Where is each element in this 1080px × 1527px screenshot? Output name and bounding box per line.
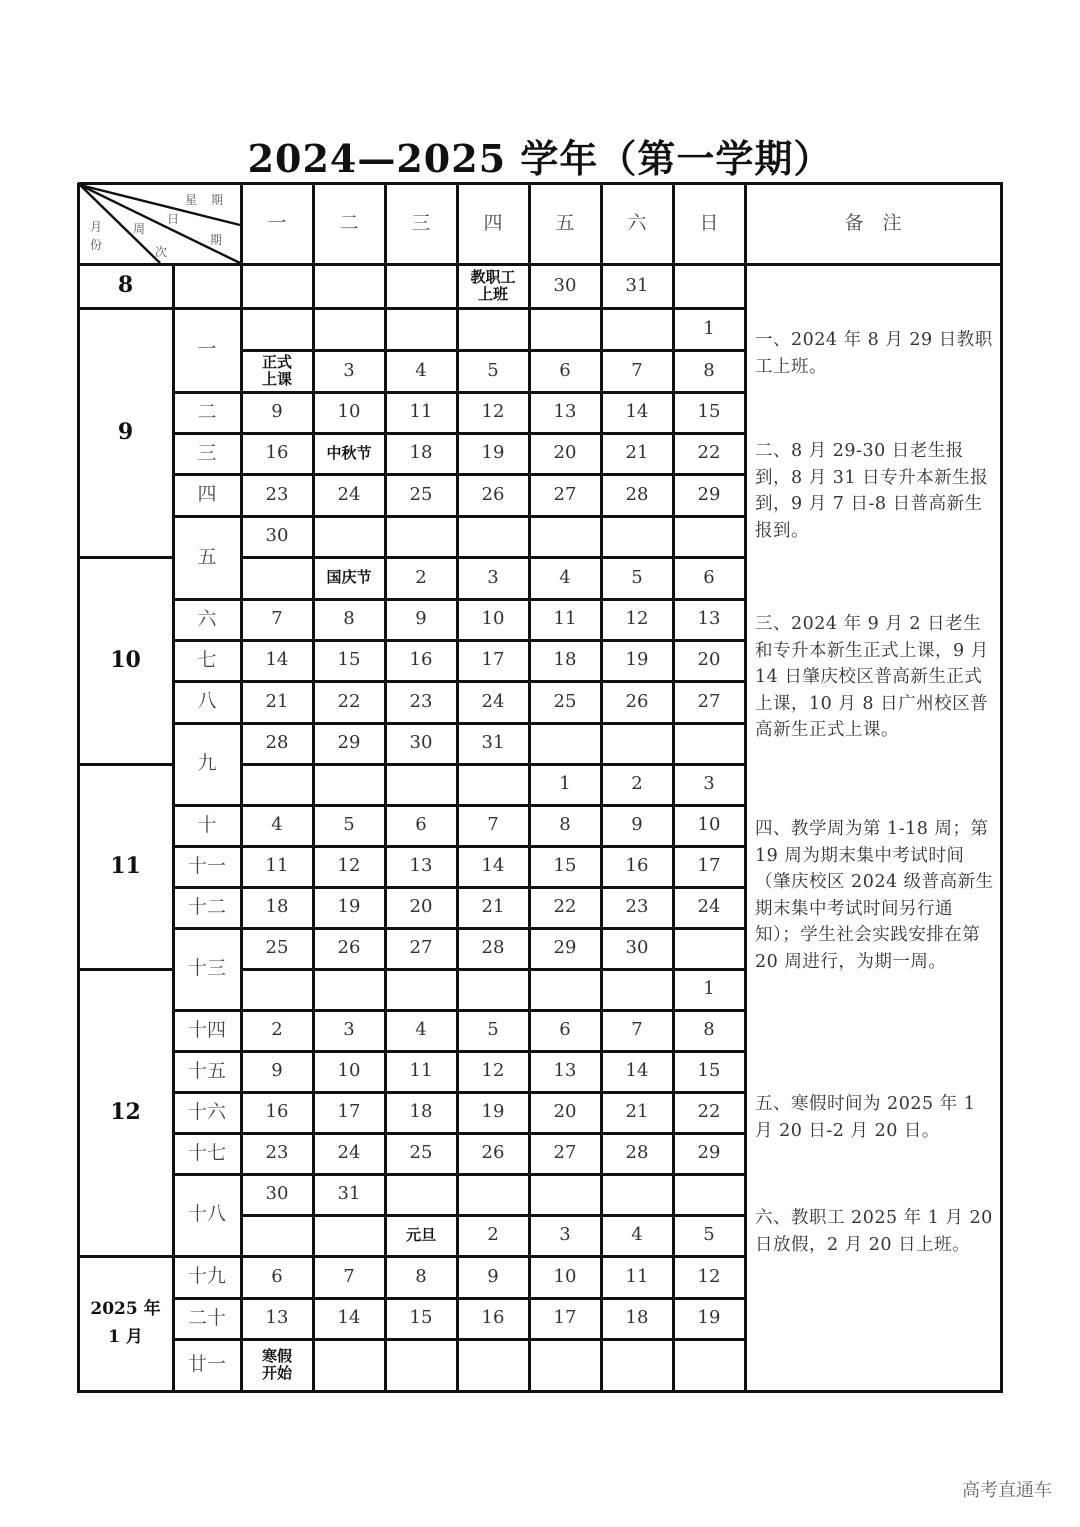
week-number-cell: 二 [197,400,217,423]
day-cell: 9 [271,1060,283,1082]
day-cell-event [241,350,313,392]
day-cell [457,764,529,805]
day-cell: 7 [631,359,643,381]
week-number-cell: 十七 [187,1141,226,1164]
day-cell: 20 [409,896,433,918]
weekday-header: 三 [411,211,431,234]
day-cell: 26 [481,1142,505,1164]
day-cell: 5 [703,1224,715,1246]
month-cell-dec: 12 [110,1098,141,1125]
academic-calendar-table [78,183,1002,1392]
notes-header: 备 注 [844,211,902,234]
day-cell: 15 [697,401,721,423]
day-cell: 8 [559,814,571,836]
day-cell: 11 [625,1265,649,1287]
day-cell: 7 [271,608,283,630]
day-cell: 29 [337,732,361,754]
corner-label-ri: 日 [167,212,180,226]
corner-label-yue: 月 [90,220,103,234]
day-cell: 6 [271,1265,283,1287]
day-cell: 11 [553,608,577,630]
month-label-line2: 1 月 [108,1326,143,1347]
day-cell [313,264,385,308]
day-cell: 28 [625,483,649,505]
day-cell: 3 [343,1019,355,1041]
week-number-cell: 六 [197,607,217,630]
day-cell: 23 [265,483,289,505]
day-cell: 12 [481,1060,505,1082]
day-cell: 29 [697,483,721,505]
day-cell [385,1339,457,1391]
day-cell: 15 [697,1060,721,1082]
day-cell: 26 [481,483,505,505]
day-cell: 13 [553,401,577,423]
day-cell: 28 [265,732,289,754]
day-cell: 17 [697,855,721,877]
day-cell [241,308,313,350]
week-number-cell: 十三 [187,957,226,980]
day-cell: 3 [559,1224,571,1246]
week-number-cell: 十六 [187,1100,226,1123]
day-cell [601,1339,673,1391]
day-cell-holiday: 中秋节 [326,443,372,462]
day-cell: 7 [631,1019,643,1041]
event-label-line2: 开始 [261,1364,292,1382]
day-cell [241,969,313,1010]
day-cell: 19 [337,896,361,918]
event-label-line2: 上课 [261,370,292,388]
day-cell [601,723,673,764]
day-cell [673,1339,745,1391]
day-cell: 6 [559,359,571,381]
day-cell: 15 [409,1307,433,1329]
day-cell: 2 [415,566,427,588]
day-cell [241,264,313,308]
corner-label-qi: 期 [211,193,224,207]
day-cell: 25 [265,937,289,959]
day-cell: 9 [487,1265,499,1287]
day-cell [601,969,673,1010]
day-cell: 2 [631,773,643,795]
day-cell [457,969,529,1010]
day-cell [241,1215,313,1256]
day-cell: 10 [337,1060,361,1082]
day-cell: 11 [409,401,433,423]
day-cell: 17 [337,1101,361,1123]
week-number-cell: 二十 [187,1306,226,1329]
day-cell: 21 [481,896,505,918]
day-cell: 22 [697,1101,721,1123]
day-cell: 19 [481,1101,505,1123]
week-number-cell: 廿一 [187,1353,226,1376]
day-cell: 14 [481,855,505,877]
day-cell [673,1174,745,1215]
month-cell-sep: 9 [117,418,134,445]
day-cell: 29 [697,1142,721,1164]
day-cell: 14 [625,401,649,423]
day-cell [529,1174,601,1215]
day-cell: 5 [487,359,499,381]
day-cell [385,516,457,557]
day-cell: 1 [559,773,571,795]
day-cell [385,969,457,1010]
month-cell-aug: 8 [117,272,134,299]
day-cell: 25 [409,1142,433,1164]
note-item: 五、寒假时间为 2025 年 1 月 20 日-2 月 20 日。 [755,1094,976,1141]
day-cell: 8 [703,1019,715,1041]
day-cell: 30 [625,937,649,959]
day-cell: 25 [409,483,433,505]
day-cell: 18 [265,896,289,918]
day-cell: 28 [625,1142,649,1164]
day-cell: 17 [553,1307,577,1329]
day-cell: 31 [625,274,649,296]
day-cell: 28 [481,937,505,959]
day-cell [457,1339,529,1391]
week-number-cell: 十一 [187,854,226,877]
event-label-line2: 上班 [477,285,508,303]
day-cell: 17 [481,649,505,671]
day-cell-holiday: 元旦 [405,1225,436,1244]
day-cell: 27 [553,1142,577,1164]
day-cell: 26 [625,690,649,712]
day-cell: 11 [409,1060,433,1082]
day-cell: 16 [481,1307,505,1329]
day-cell: 5 [631,566,643,588]
weekday-header: 二 [339,211,359,234]
day-cell-holiday: 国庆节 [326,568,372,587]
day-cell: 13 [409,855,433,877]
day-cell [313,1215,385,1256]
day-cell [313,969,385,1010]
day-cell: 20 [553,442,577,464]
week-number-cell: 十 [197,813,217,836]
day-cell: 21 [625,1101,649,1123]
day-cell: 12 [481,401,505,423]
day-cell: 31 [337,1183,361,1205]
day-cell: 16 [625,855,649,877]
day-cell: 27 [409,937,433,959]
day-cell [313,1339,385,1391]
day-cell: 30 [265,1183,289,1205]
day-cell: 21 [265,690,289,712]
day-cell: 21 [625,442,649,464]
week-number-cell: 九 [197,752,217,775]
day-cell [529,308,601,350]
day-cell [529,1339,601,1391]
weekday-header: 四 [483,211,503,234]
page-title: 2024—2025 学年（第一学期） [247,136,833,181]
day-cell: 19 [481,442,505,464]
day-cell: 2 [487,1224,499,1246]
day-cell: 10 [697,814,721,836]
day-cell: 22 [337,690,361,712]
day-cell: 8 [703,359,715,381]
day-cell: 13 [553,1060,577,1082]
day-cell-event [457,264,529,308]
day-cell: 20 [553,1101,577,1123]
weekday-header: 六 [627,211,647,234]
day-cell: 24 [337,483,361,505]
day-cell: 9 [271,401,283,423]
day-cell: 30 [265,525,289,547]
day-cell: 24 [697,896,721,918]
day-cell: 9 [631,814,643,836]
day-cell: 6 [559,1019,571,1041]
week-number-cell: 十四 [187,1018,226,1041]
month-label-line1: 2025 年 [90,1299,161,1320]
day-cell: 8 [343,608,355,630]
day-cell: 14 [265,649,289,671]
day-cell: 24 [337,1142,361,1164]
day-cell [601,516,673,557]
day-cell: 23 [265,1142,289,1164]
day-cell: 6 [703,566,715,588]
day-cell: 3 [703,773,715,795]
day-cell: 10 [337,401,361,423]
corner-label-xing: 星 [185,193,198,207]
day-cell: 23 [625,896,649,918]
day-cell: 15 [553,855,577,877]
day-cell: 30 [409,732,433,754]
week-number-cell: 十九 [187,1265,226,1288]
day-cell: 14 [337,1307,361,1329]
day-cell: 4 [271,814,283,836]
note-item: 二、8 月 29-30 日老生报到，8 月 31 日专升本新生报到，9 月 7 日-8 日普高新生报到。 [755,441,989,541]
watermark: 高考直通车 [962,1480,1052,1501]
day-cell: 4 [631,1224,643,1246]
day-cell: 23 [409,690,433,712]
day-cell: 16 [265,1101,289,1123]
note-item: 六、教职工 2025 年 1 月 20 日放假，2 月 20 日上班。 [755,1208,993,1255]
note-item: 四、教学周为第 1-18 周；第 19 周为期末集中考试时间（肇庆校区 2024 级普高新生期末集中考试时间另行通知）；学生社会实践安排在第 20 周进行，为期一周。 [755,819,994,972]
day-cell: 9 [415,608,427,630]
week-number-cell: 十五 [187,1059,226,1082]
day-cell-event [241,1339,313,1391]
month-cell-jan [78,1256,173,1391]
day-cell [457,308,529,350]
day-cell: 14 [625,1060,649,1082]
day-cell: 13 [265,1307,289,1329]
day-cell: 27 [697,690,721,712]
day-cell: 7 [343,1265,355,1287]
day-cell: 27 [553,483,577,505]
week-number-cell: 五 [197,545,217,568]
day-cell [673,928,745,969]
day-cell [385,764,457,805]
day-cell [673,264,745,308]
day-cell: 18 [409,442,433,464]
day-cell: 30 [553,274,577,296]
day-cell: 5 [343,814,355,836]
month-cell-nov: 11 [110,852,141,879]
day-cell: 20 [697,649,721,671]
day-cell: 10 [553,1265,577,1287]
corner-label-ci: 次 [155,245,168,259]
day-cell: 2 [271,1019,283,1041]
day-cell: 19 [625,649,649,671]
day-cell: 29 [553,937,577,959]
day-cell: 25 [553,690,577,712]
day-cell [385,1174,457,1215]
day-cell [601,308,673,350]
corner-label-fen: 份 [90,238,103,252]
day-cell: 19 [697,1307,721,1329]
day-cell: 31 [481,732,505,754]
week-number-cell: 四 [197,483,217,506]
day-cell [457,516,529,557]
day-cell: 13 [697,608,721,630]
week-number-cell: 十八 [187,1203,226,1226]
day-cell: 6 [415,814,427,836]
day-cell [673,516,745,557]
corner-label-qi2: 期 [210,233,223,247]
day-cell: 12 [697,1265,721,1287]
day-cell [241,557,313,599]
day-cell: 12 [337,855,361,877]
day-cell [385,264,457,308]
event-label-line1: 寒假 [261,1346,292,1365]
day-cell: 12 [625,608,649,630]
day-cell: 4 [559,566,571,588]
day-cell: 18 [409,1101,433,1123]
day-cell: 1 [703,978,715,1000]
week-number-cell: 一 [197,338,217,361]
event-label-line1: 正式 [261,352,292,371]
week-number-cell: 三 [197,441,217,464]
day-cell: 8 [415,1265,427,1287]
day-cell: 5 [487,1019,499,1041]
day-cell [529,969,601,1010]
day-cell [673,723,745,764]
day-cell: 18 [553,649,577,671]
day-cell: 7 [487,814,499,836]
grid-line [1000,183,1003,1393]
day-cell: 16 [409,649,433,671]
note-item: 三、2024 年 9 月 2 日老生和专升本新生正式上课，9 月 14 日肇庆校区普高新生正式上课，10 月 8 日广州校区普高新生正式上课。 [755,614,989,740]
day-cell: 26 [337,937,361,959]
day-cell [529,723,601,764]
corner-label-zhou: 周 [133,222,146,236]
note-item: 一、2024 年 8 月 29 日教职工上班。 [755,330,993,377]
week-number-cell: 八 [197,690,217,713]
day-cell: 4 [415,359,427,381]
day-cell [601,1174,673,1215]
day-cell [313,516,385,557]
day-cell [385,308,457,350]
day-cell [313,308,385,350]
weekday-header: 日 [699,211,719,234]
day-cell: 1 [703,317,715,339]
day-cell: 22 [553,896,577,918]
day-cell: 16 [265,442,289,464]
day-cell: 4 [415,1019,427,1041]
day-cell: 15 [337,649,361,671]
day-cell [457,1174,529,1215]
month-cell-oct: 10 [110,646,141,673]
day-cell [529,516,601,557]
week-number-cell: 十二 [187,895,226,918]
day-cell [241,764,313,805]
day-cell: 10 [481,608,505,630]
day-cell: 24 [481,690,505,712]
day-cell: 18 [625,1307,649,1329]
event-label-line1: 教职工 [470,267,516,286]
weekday-header: 一 [267,211,287,234]
week-number-cell: 七 [197,648,217,671]
day-cell: 22 [697,442,721,464]
day-cell: 3 [487,566,499,588]
day-cell: 3 [343,359,355,381]
day-cell [313,764,385,805]
weekday-header: 五 [555,211,575,234]
day-cell: 11 [265,855,289,877]
